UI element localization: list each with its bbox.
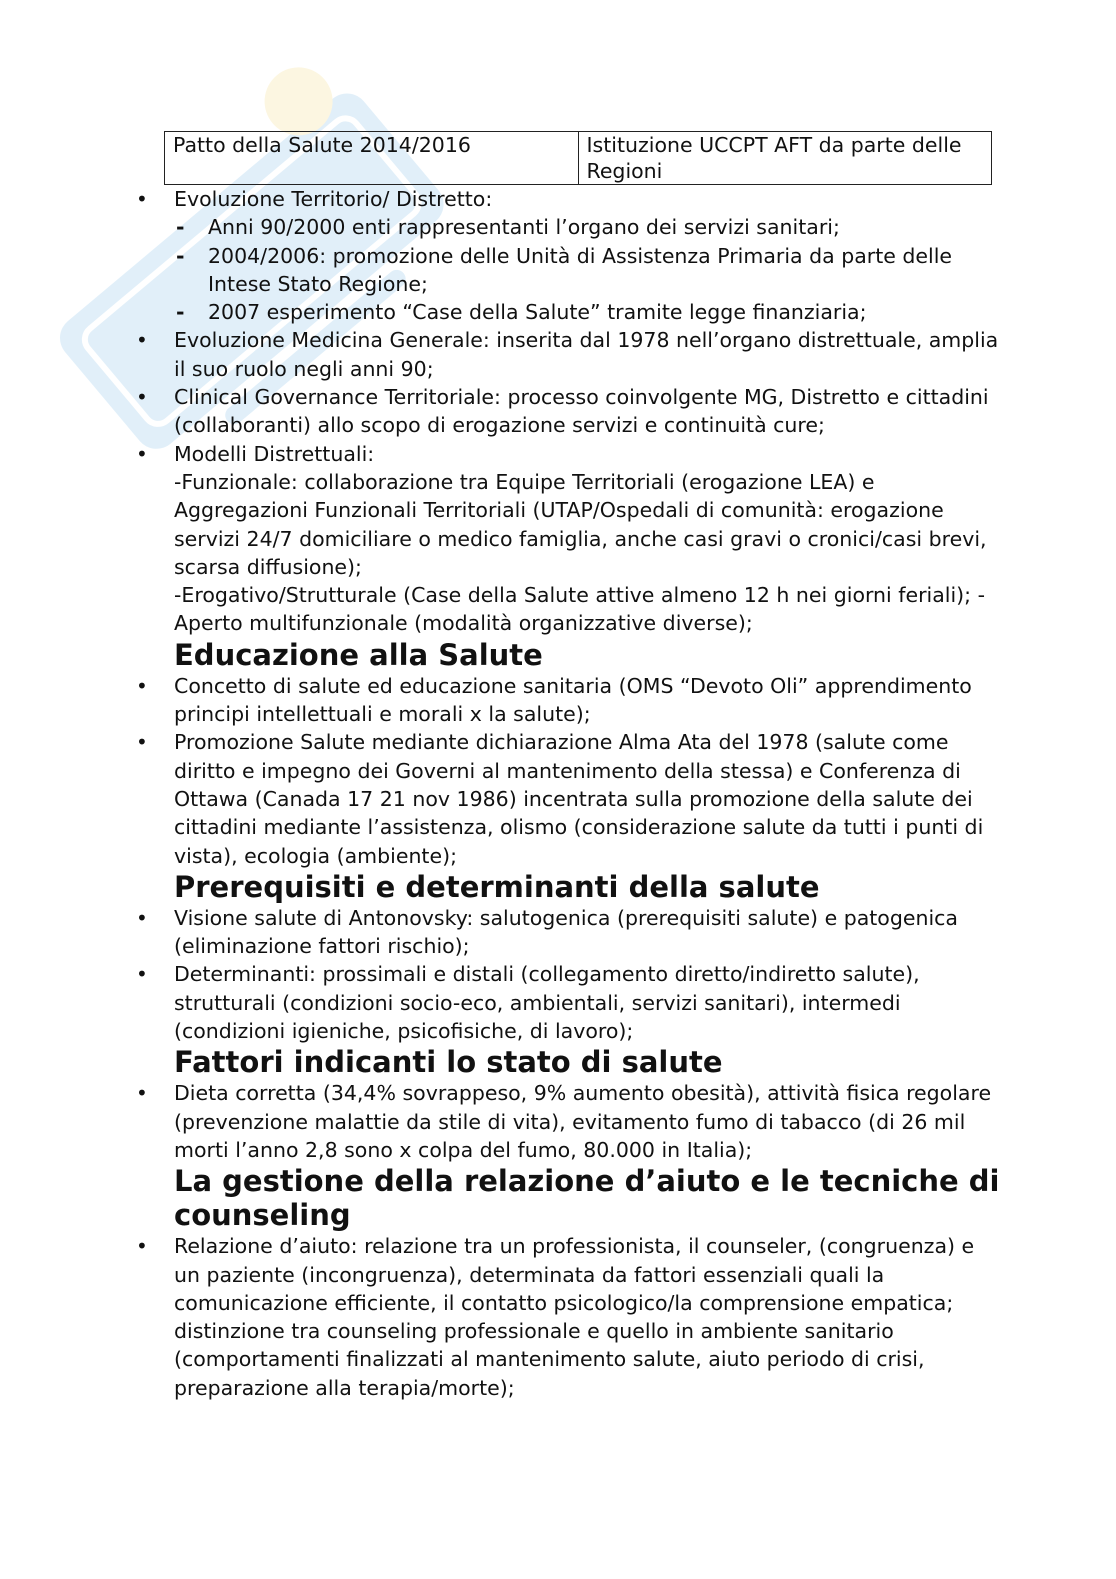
info-table [164,131,992,185]
sub-list-item: - 2007 esperimento “Case della Salute” tramite legge finanziaria; [174,298,1004,326]
list-item-text: -Funzionale: collaborazione tra Equipe Territoriali (erogazione LEA) e Aggregazioni Funzionali Territoriali (UTAP/Ospedali di comunità: erogazione servizi 24/7 domiciliare o medico famiglia, anche casi gravi o cronici/casi brevi, scarsa diffusione); [174,469,987,579]
section-heading: Educazione alla Salute [174,637,543,672]
table-cell-right: Istituzione UCCPT AFT da parte delle Regioni [578,132,992,185]
list-item [0,185,1116,326]
list-item: • Relazione d’aiuto: relazione tra un professionista, il counseler, (congruenza) e un paziente (incongruenza), determinata da fattori essenziali quali la comunicazione efficiente, il contatto psicologico/la comprensione empatica; distinzione tra counseling professionale e quello in ambiente sanitario (comportamenti finalizzati al mantenimento salute, aiuto periodo di crisi, preparazione alla terapia/morte); [0,1232,1116,1402]
sub-list-item: - 2004/2006: promozione delle Unità di Assistenza Primaria da parte delle Intese Stato Regione; [174,242,1004,299]
list-item: • Concetto di salute ed educazione sanitaria (OMS “Devoto Oli” apprendimento principi intellettuali e morali x la salute); [0,672,1116,729]
table-cell-left: Patto della Salute 2014/2016 [165,132,579,185]
section-heading: La gestione della relazione d’aiuto e le tecniche di counseling [174,1164,1000,1233]
list-item: • Determinanti: prossimali e distali (collegamento diretto/indiretto salute), strutturali (condizioni socio-eco, ambientali, servizi sanitari), intermedi (condizioni igieniche, psicofisiche, di lavoro); [0,960,1116,1045]
list-item: • Promozione Salute mediante dichiarazione Alma Ata del 1978 (salute come diritto e impegno dei Governi al mantenimento della stessa) e Conferenza di Ottawa (Canada 17 21 nov 1986) incentrata sulla promozione della salute dei cittadini mediante l’assistenza, olismo (considerazione salute da tutti i punti di vista), ecologia (ambiente); [0,728,1116,869]
list-item-title: • Modelli Distrettuali: [174,441,375,466]
list-item-text: -Erogativo/Strutturale (Case della Salute attive almeno 12 h nei giorni feriali); -Aperto multifunzionale (modalità organizzative diverse); [174,583,985,636]
table-row [165,132,992,185]
list-item [0,440,1116,638]
determinanti-list [0,904,1116,1045]
sub-list-item: - Anni 90/2000 enti rappresentanti l’organo dei servizi sanitari; [174,213,1004,241]
list-item: • Evoluzione Medicina Generale: inserita dal 1978 nell’organo distrettuale, amplia il suo ruolo negli anni 90; [0,326,1116,383]
list-item-title: • Evoluzione Territorio/ Distretto: [174,187,493,211]
list-item: • Dieta corretta (34,4% sovrappeso, 9% aumento obesità), attività fisica regolare (prevenzione malattie da stile di vita), evitamento fumo di tabacco (di 26 mil morti l’anno 2,8 sono x colpa del fumo, 80.000 in Italia); [0,1079,1116,1164]
fattori-list [0,1079,1116,1164]
counseling-list [0,1232,1116,1402]
section-heading: Fattori indicanti lo stato di salute [174,1045,723,1080]
document-page [0,131,1116,1402]
territorio-list [0,185,1116,638]
list-item: • Clinical Governance Territoriale: processo coinvolgente MG, Distretto e cittadini (collaboranti) allo scopo di erogazione servizi e continuità cure; [0,383,1116,440]
section-heading: Prerequisiti e determinanti della salute [174,869,820,904]
educazione-list [0,672,1116,870]
sub-list [174,213,1004,326]
list-item: • Visione salute di Antonovsky: salutogenica (prerequisiti salute) e patogenica (eliminazione fattori rischio); [0,904,1116,961]
